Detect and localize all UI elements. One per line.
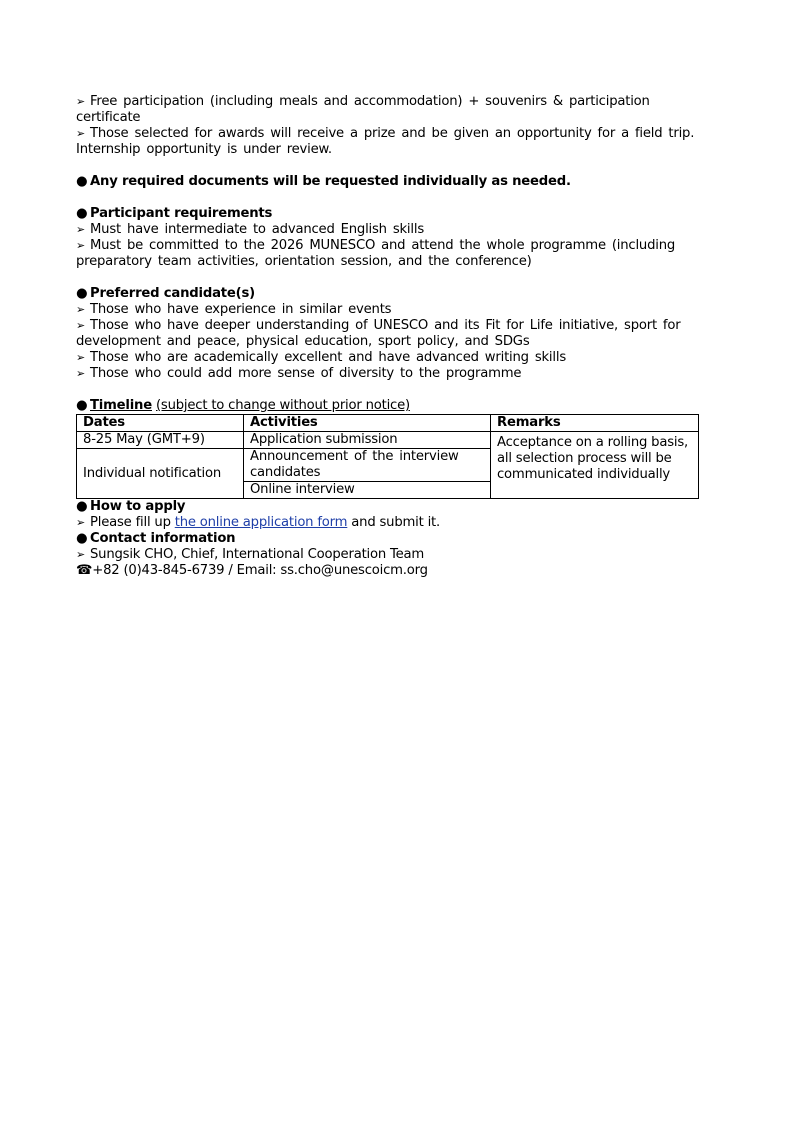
arrow-bullet-icon: ➢ <box>76 127 86 140</box>
arrow-bullet-icon: ➢ <box>76 303 86 316</box>
benefit-awards: ➢ Those selected for awards will receive a prize and be given an opportunity for a field trip. Internship opportunity is under review. <box>76 126 695 157</box>
cell-remarks: Acceptance on a rolling basis, all selection process will be communicated individually <box>491 432 699 499</box>
contact-person: ➢ Sungsik CHO, Chief, International Cooperation Team <box>76 547 425 562</box>
cell-activity: Application submission <box>244 432 491 449</box>
contact-phone-email: ☎+82 (0)43-845-6739 / Email: ss.cho@unescoicm.org <box>76 563 428 578</box>
arrow-bullet-icon: ➢ <box>76 239 86 252</box>
cell-activity: Online interview <box>244 482 491 499</box>
requirements-heading: ● Participant requirements <box>76 206 273 221</box>
telephone-icon: ☎ <box>76 563 93 578</box>
list-item: ➢ Those who have deeper understanding of UNESCO and its Fit for Life initiative, sport for development and peace, physical education, sport policy, and SDGs <box>76 318 681 349</box>
list-item: ➢ Must have intermediate to advanced English skills <box>76 222 424 237</box>
arrow-bullet-icon: ➢ <box>76 319 86 332</box>
bullet-icon: ● <box>76 398 88 413</box>
arrow-bullet-icon: ➢ <box>76 548 86 561</box>
arrow-bullet-icon: ➢ <box>76 351 86 364</box>
arrow-bullet-icon: ➢ <box>76 223 86 236</box>
preferred-heading: ● Preferred candidate(s) <box>76 286 255 301</box>
column-header-dates: Dates <box>77 415 244 432</box>
table-header-row <box>77 415 699 432</box>
timeline-heading: ● Timeline (subject to change without prior notice) <box>76 398 410 413</box>
list-item: ➢ Those who could add more sense of diversity to the programme <box>76 366 522 381</box>
table-row <box>77 432 699 449</box>
application-form-link[interactable]: the online application form <box>174 515 348 530</box>
arrow-bullet-icon: ➢ <box>76 367 86 380</box>
bullet-icon: ● <box>76 174 88 189</box>
apply-instruction: ➢ Please fill up the online application form and submit it. <box>76 515 440 530</box>
apply-heading: ● How to apply <box>76 499 186 514</box>
bullet-icon: ● <box>76 499 88 514</box>
list-item: ➢ Those who have experience in similar events <box>76 302 392 317</box>
cell-date: 8-25 May (GMT+9) <box>77 432 244 449</box>
column-header-remarks: Remarks <box>491 415 699 432</box>
column-header-activities: Activities <box>244 415 491 432</box>
document-page <box>76 94 716 579</box>
bullet-icon: ● <box>76 286 88 301</box>
contact-heading: ● Contact information <box>76 531 236 546</box>
list-item: ➢ Those who are academically excellent and have advanced writing skills <box>76 350 566 365</box>
documents-note: ● Any required documents will be requested individually as needed. <box>76 174 571 189</box>
arrow-bullet-icon: ➢ <box>76 95 86 108</box>
bullet-icon: ● <box>76 531 88 546</box>
cell-date: Individual notification <box>77 449 244 499</box>
cell-activity: Announcement of the interview candidates <box>244 449 491 482</box>
arrow-bullet-icon: ➢ <box>76 516 86 529</box>
list-item: ➢ Must be committed to the 2026 MUNESCO and attend the whole programme (including preparatory team activities, orientation session, and the conference) <box>76 238 676 269</box>
bullet-icon: ● <box>76 206 88 221</box>
timeline-table <box>76 414 699 499</box>
benefit-free-participation: ➢ Free participation (including meals and accommodation) + souvenirs & participation certificate <box>76 94 650 125</box>
